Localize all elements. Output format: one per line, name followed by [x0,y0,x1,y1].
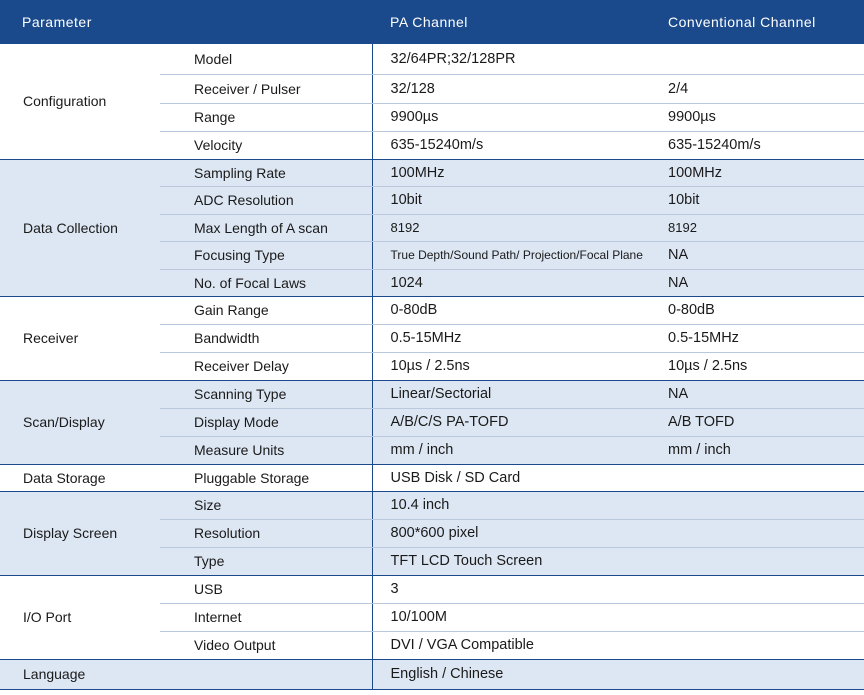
pa-value: English / Chinese [372,659,651,689]
pa-value: 0-80dB [372,296,651,324]
conv-value: 0-80dB [651,296,864,324]
conv-value: NA [651,241,864,269]
group-label: Receiver [0,296,160,380]
param-label: Receiver Delay [160,352,372,380]
pa-value: 9900µs [372,103,651,131]
group-label: Data Collection [0,159,160,296]
pa-value: 800*600 pixel [372,519,651,547]
conv-value [651,547,864,575]
pa-value: Linear/Sectorial [372,380,651,408]
conv-value [651,575,864,603]
param-label: Sampling Rate [160,159,372,186]
table-row [0,464,864,491]
pa-value: 10/100M [372,603,651,631]
pa-value: 8192 [372,214,651,241]
conv-value: 9900µs [651,103,864,131]
group-label: I/O Port [0,575,160,659]
conv-value: mm / inch [651,436,864,464]
table-row [0,575,864,603]
param-label: Range [160,103,372,131]
pa-value: TFT LCD Touch Screen [372,547,651,575]
param-label: Bandwidth [160,324,372,352]
param-label: Scanning Type [160,380,372,408]
pa-value: 0.5-15MHz [372,324,651,352]
header-pa-channel: PA Channel [372,0,651,44]
pa-value: USB Disk / SD Card [372,464,651,491]
group-data-storage [0,464,864,491]
param-label: USB [160,575,372,603]
group-language [0,659,864,689]
pa-value: 3 [372,575,651,603]
pa-value: mm / inch [372,436,651,464]
param-label: Pluggable Storage [160,464,372,491]
pa-value: 10bit [372,186,651,214]
group-label: Data Storage [0,464,160,491]
pa-value: 10.4 inch [372,491,651,519]
param-label: Resolution [160,519,372,547]
table-row [0,44,864,74]
param-label: Model [160,44,372,74]
param-label: No. of Focal Laws [160,269,372,296]
conv-value [651,519,864,547]
table-row [0,491,864,519]
pa-value: 1024 [372,269,651,296]
pa-value: A/B/C/S PA-TOFD [372,408,651,436]
conv-value [651,659,864,689]
pa-value: 32/64PR;32/128PR [372,44,651,74]
conv-value: 10µs / 2.5ns [651,352,864,380]
conv-value [651,44,864,74]
focusing-type-text: True Depth/Sound Path/ Projection/Focal Plane [390,247,643,262]
group-display-screen [0,491,864,575]
param-label: Video Output [160,631,372,659]
group-receiver [0,296,864,380]
param-label: Receiver / Pulser [160,74,372,103]
param-label: Internet [160,603,372,631]
param-label [160,659,372,689]
group-label: Scan/Display [0,380,160,464]
conv-value: 8192 [651,214,864,241]
param-label: Max Length of A scan [160,214,372,241]
table-row [0,159,864,186]
pa-value: DVI / VGA Compatible [372,631,651,659]
param-label: Size [160,491,372,519]
conv-value [651,491,864,519]
conv-value: 2/4 [651,74,864,103]
param-label: ADC Resolution [160,186,372,214]
pa-value: 32/128 [372,74,651,103]
conv-value: 0.5-15MHz [651,324,864,352]
param-label: Gain Range [160,296,372,324]
group-io-port [0,575,864,659]
conv-value: 100MHz [651,159,864,186]
param-label: Measure Units [160,436,372,464]
group-label: Configuration [0,44,160,159]
param-label: Type [160,547,372,575]
param-label: Display Mode [160,408,372,436]
param-label: Focusing Type [160,241,372,269]
pa-value [372,241,651,269]
table-row [0,659,864,689]
header-row [0,0,864,44]
conv-value: NA [651,269,864,296]
param-label: Velocity [160,131,372,159]
conv-value: NA [651,380,864,408]
conv-value [651,464,864,491]
header-conventional-channel: Conventional Channel [651,0,864,44]
conv-value [651,603,864,631]
conv-value: 635-15240m/s [651,131,864,159]
group-data-collection [0,159,864,296]
group-scan-display [0,380,864,464]
pa-value: 100MHz [372,159,651,186]
conv-value: A/B TOFD [651,408,864,436]
group-label: Language [0,659,160,689]
group-configuration [0,44,864,159]
pa-value: 635-15240m/s [372,131,651,159]
conv-value [651,631,864,659]
header-parameter: Parameter [0,0,372,44]
group-label: Display Screen [0,491,160,575]
table-row [0,380,864,408]
pa-value: 10µs / 2.5ns [372,352,651,380]
conv-value: 10bit [651,186,864,214]
table-row [0,296,864,324]
